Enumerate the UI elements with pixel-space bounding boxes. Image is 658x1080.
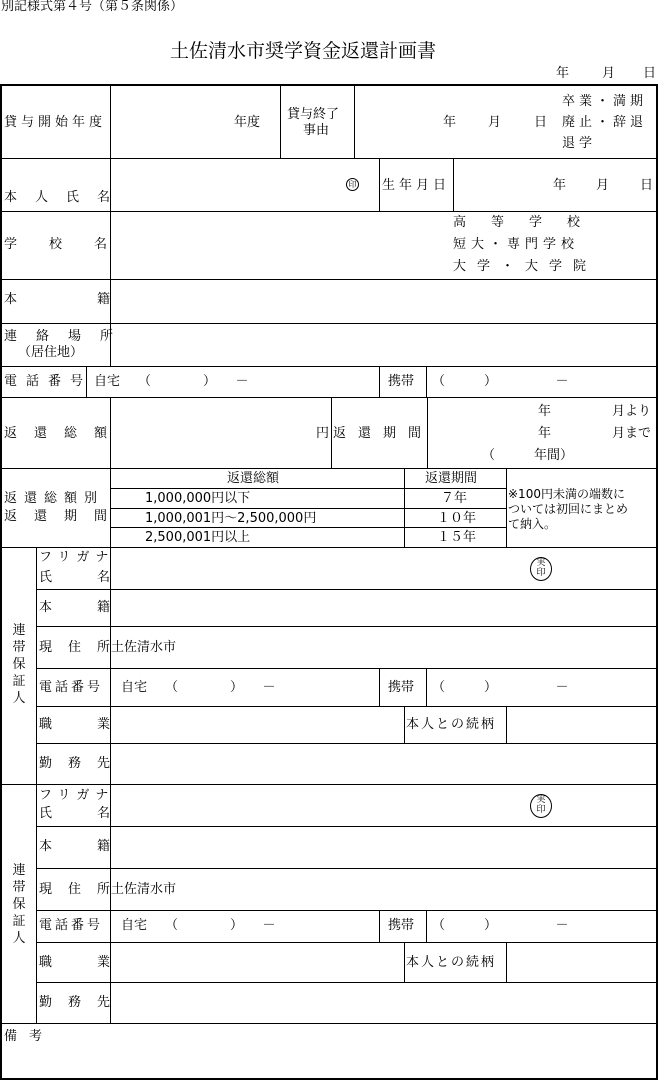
guarantor-2-address-field[interactable]: 土佐清水市 — [111, 882, 177, 897]
school-type-university[interactable]: 大学・大学院 — [453, 259, 598, 274]
schedule-row-3-amount: 2,500,001円以上 — [145, 530, 251, 545]
guarantor-1-seal-char-2: 印 — [536, 568, 546, 578]
date-day: 日 — [643, 66, 657, 81]
loan-reason-abolish[interactable]: 廃止・辞退 — [562, 115, 648, 130]
guarantor-1-occupation-label: 職業 — [39, 717, 156, 732]
guarantor-2-name-field[interactable] — [111, 785, 521, 825]
repayment-years: （ 年間） — [482, 448, 574, 463]
person-seal-mark: 印 — [346, 178, 359, 191]
loan-reason-graduation[interactable]: 卒業・満期 — [562, 94, 648, 109]
school-type-high[interactable]: 高等学校 — [453, 215, 606, 230]
school-label: 学校名 — [4, 237, 140, 252]
school-name-field[interactable] — [111, 212, 441, 278]
contact-field[interactable] — [111, 324, 656, 365]
loan-end-year: 年 — [443, 115, 457, 130]
guarantor-2-occupation-label: 職業 — [39, 955, 156, 970]
guarantor-1-occupation-field[interactable] — [111, 707, 403, 742]
phone-mobile-field[interactable]: （ ） － — [432, 374, 569, 389]
guarantor-1-seal-char-1: 実 — [536, 558, 546, 568]
birth-day: 日 — [640, 178, 654, 193]
schedule-col-amount: 返還総額 — [227, 471, 280, 486]
repayment-to-month: 月まで — [612, 426, 652, 441]
page-title: 土佐清水市奨学資金返還計画書 — [170, 40, 437, 62]
schedule-row-1-amount: 1,000,000円以下 — [145, 491, 251, 506]
guarantor-1-workplace-label: 勤務先 — [39, 756, 127, 771]
schedule-note-2: ついては初回にまとめ — [508, 502, 629, 516]
schedule-row-2-amount: 1,000,001円～2,500,000円 — [145, 511, 317, 526]
guarantor-2-seal-char-2: 印 — [536, 805, 546, 815]
loan-end-reason-label-1: 貸与終了 — [287, 107, 340, 122]
loan-end-day: 日 — [534, 115, 548, 130]
guarantor-1-domicile-field[interactable] — [111, 590, 656, 625]
contact-label: 連絡場所 — [4, 329, 133, 344]
guarantor-2-furigana-label: フリガナ — [39, 788, 115, 803]
guarantor-2-phone-home-field[interactable]: （ ） － — [165, 918, 276, 933]
loan-year-unit: 年度 — [234, 115, 261, 130]
guarantor-2-domicile-field[interactable] — [111, 827, 656, 867]
guarantor-2-name-label: 氏名 — [39, 806, 156, 821]
schedule-row-2-period: １０年 — [437, 511, 477, 526]
guarantor-1-section-label: 連帯保証人 — [12, 623, 26, 706]
guarantor-1-relation-field[interactable] — [507, 707, 656, 742]
phone-home-field[interactable]: （ ） － — [138, 374, 249, 389]
guarantor-2-phone-label: 電話番号 — [39, 918, 104, 933]
guarantor-1-phone-mobile-label: 携帯 — [388, 680, 415, 695]
repayment-from-year: 年 — [538, 404, 552, 419]
birth-year: 年 — [553, 178, 567, 193]
domicile-label: 本籍 — [4, 292, 191, 307]
guarantor-2-workplace-field[interactable] — [111, 983, 656, 1022]
repayment-from-month: 月より — [612, 404, 652, 419]
guarantor-1-seal-stamp — [530, 557, 552, 581]
schedule-label-2: 返還期間 — [4, 509, 125, 524]
repayment-yen-unit: 円 — [316, 426, 330, 441]
guarantor-2-domicile-label: 本籍 — [39, 839, 156, 854]
guarantor-2-phone-mobile-label: 携帯 — [388, 918, 415, 933]
guarantor-1-name-label: 氏名 — [39, 570, 156, 585]
birth-date-label: 生年月日 — [382, 178, 451, 193]
guarantor-2-occupation-field[interactable] — [111, 943, 403, 981]
date-year: 年 — [556, 66, 570, 81]
loan-start-label: 貸与開始年度 — [4, 115, 107, 130]
repayment-to-year: 年 — [538, 426, 552, 441]
phone-home-label: 自宅 — [94, 374, 121, 389]
phone-mobile-label: 携帯 — [388, 374, 415, 389]
schedule-row-3-period: １５年 — [437, 530, 477, 545]
form-number: 別記様式第４号（第５条関係） — [1, 0, 184, 14]
repayment-period-label: 返還期間 — [333, 426, 434, 441]
guarantor-1-name-field[interactable] — [111, 548, 521, 588]
guarantor-2-section-label: 連帯保証人 — [12, 863, 26, 946]
schedule-row-1-period: ７年 — [441, 491, 468, 506]
loan-end-month: 月 — [488, 115, 502, 130]
birth-month: 月 — [596, 178, 610, 193]
guarantor-1-workplace-field[interactable] — [111, 744, 656, 783]
guarantor-1-phone-home-field[interactable]: （ ） － — [165, 680, 276, 695]
loan-reason-withdraw[interactable]: 退学 — [562, 136, 597, 151]
contact-label-sub: （居住地） — [18, 345, 84, 360]
guarantor-2-seal-stamp — [530, 794, 552, 818]
repayment-total-field[interactable] — [111, 398, 316, 467]
phone-label: 電話番号 — [4, 374, 93, 389]
schedule-note-3: て納入。 — [508, 517, 557, 531]
guarantor-1-domicile-label: 本籍 — [39, 600, 156, 615]
guarantor-2-relation-field[interactable] — [507, 943, 656, 981]
guarantor-2-phone-home-label: 自宅 — [121, 918, 148, 933]
guarantor-2-address-label: 現住所 — [39, 882, 127, 897]
date-month: 月 — [602, 66, 616, 81]
guarantor-1-phone-mobile-field[interactable]: （ ） － — [432, 680, 569, 695]
person-name-label: 本人氏名 — [4, 190, 129, 205]
schedule-note-1: ※100円未満の端数に — [508, 487, 625, 501]
remarks-field[interactable] — [3, 1046, 655, 1076]
guarantor-2-seal-char-1: 実 — [536, 795, 546, 805]
guarantor-1-phone-label: 電話番号 — [39, 680, 104, 695]
guarantor-2-phone-mobile-field[interactable]: （ ） － — [432, 918, 569, 933]
guarantor-1-phone-home-label: 自宅 — [121, 680, 148, 695]
guarantor-1-furigana-label: フリガナ — [39, 550, 115, 565]
guarantor-2-relation-label: 本人との続柄 — [406, 955, 497, 970]
remarks-label: 備考 — [4, 1029, 55, 1044]
guarantor-1-address-field[interactable]: 土佐清水市 — [111, 640, 177, 655]
guarantor-2-workplace-label: 勤務先 — [39, 995, 127, 1010]
guarantor-1-address-label: 現住所 — [39, 640, 127, 655]
domicile-field[interactable] — [111, 280, 656, 322]
person-name-field[interactable] — [111, 159, 378, 210]
repayment-total-label: 返還総額 — [4, 426, 125, 441]
guarantor-1-relation-label: 本人との続柄 — [406, 717, 497, 732]
loan-end-reason-label-2: 事由 — [303, 123, 330, 138]
schedule-label-1: 返還総額別 — [4, 491, 105, 506]
schedule-col-period: 返還期間 — [425, 471, 478, 486]
school-type-college[interactable]: 短大・専門学校 — [453, 237, 580, 252]
